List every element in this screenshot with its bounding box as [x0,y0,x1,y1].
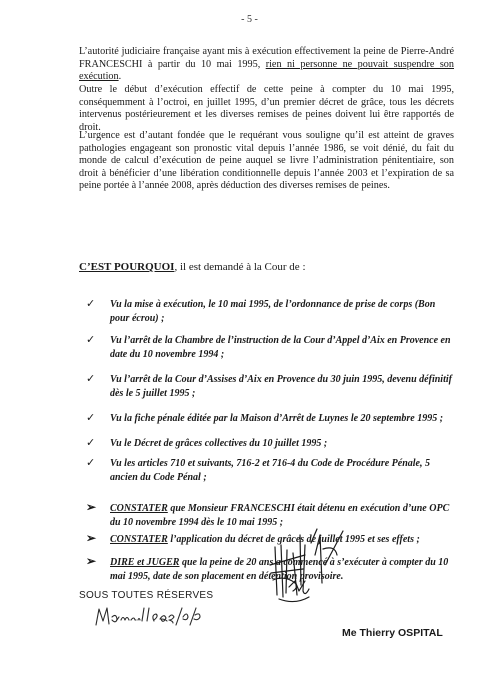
heading-cest-pourquoi [79,261,306,273]
visa-text: Vu la mise à exécution, le 10 mai 1995, de l’ordonnance de prise de corps (Bon pour écrou) ; [110,299,436,324]
arrow-bullet-icon: ➢ [86,500,97,514]
request-body: que Monsieur FRANCESCHI était détenu en exécution d’une OPC du 10 novembre 1994 dès le 10 mai 1995 ; [110,503,450,528]
checkmark-icon: ✓ [86,373,96,385]
visa-item [86,457,456,484]
visa-text: Vu la fiche pénale éditée par la Maison d’Arrêt de Luynes le 20 septembre 1995 ; [110,413,444,424]
handwritten-place-date [94,603,204,631]
visa-item [86,437,456,451]
request-body: l’application du décret de grâces de juillet 1995 et ses effets ; [167,534,420,545]
paragraph-execution-end: . [118,71,122,83]
signer-name: Me Thierry OSPITAL [342,627,443,639]
paragraph-execution [79,46,454,84]
heading-rest: , il est demandé à la Cour de : [174,261,306,273]
paragraph-urgence: L’urgence est d’autant fondée que le requérant vous souligne qu’il est atteint de graves pathologies engageant son pronostic vital depuis l’année 1986, se voit dénié, du fait du monde de calcul d’exécution de peine auquel se livre l’administration pénitentiaire, son droit à bénéficier d’une libération conditionnelle depuis l’année 2003 et l’expiration de sa peine portée à l’année 2008, après déduction des diverses remises de peines. [79,130,454,192]
arrow-bullet-icon: ➢ [86,554,97,568]
closing-formula: SOUS TOUTES RÉSERVES [79,590,214,601]
visa-text: Vu le Décret de grâces collectives du 10 juillet 1995 ; [110,438,328,449]
checkmark-icon: ✓ [86,298,96,310]
visa-text: Vu l’arrêt de la Cour d’Assises d’Aix en Provence du 30 juin 1995, devenu définitif dès le 5 juillet 1995 ; [110,374,452,399]
request-verb: DIRE et JUGER [110,557,180,568]
visa-item [86,334,456,361]
visa-item [86,412,456,426]
paragraph-execution-text: L’autorité judiciaire française ayant mis à exécution effectivement la peine de Pierre-André FRANCESCHI à partir du 10 mai 1995, [79,46,454,70]
arrow-bullet-icon: ➢ [86,531,97,545]
request-body: que la peine de 20 ans a commencé à s’exécuter à compter du 10 mai 1995, date de son placement en détention provisoire. [110,557,449,582]
checkmark-icon: ✓ [86,437,96,449]
heading-bold: C’EST POURQUOI [79,261,175,273]
paragraph-grace: Outre le début d’exécution effectif de cette peine à compter du 10 mai 1995, conséquemment à l’octroi, en juillet 1995, d’un premier décret de grâce, tous les décrets intervenus postérieurement et les diverses remises de peines doivent lui être rapportés de droit. [79,84,454,133]
visa-item [86,373,456,400]
visa-text: Vu les articles 710 et suivants, 716-2 et 716-4 du Code de Procédure Pénale, 5 ancien du Code Pénal ; [110,458,430,483]
request-verb: CONSTATER [110,534,168,545]
request-verb: CONSTATER [110,503,168,514]
page-number: - 5 - [241,14,258,25]
signature-drawing [265,525,350,625]
checkmark-icon: ✓ [86,412,96,424]
checkmark-icon: ✓ [86,457,96,469]
paragraph-execution-underlined: rien ni personne ne pouvait suspendre son exécution [79,58,454,83]
visa-item [86,298,456,325]
visa-text: Vu l’arrêt de la Chambre de l’instruction de la Cour d’Appel d’Aix en Provence en date du 10 novembre 1994 ; [110,335,451,360]
checkmark-icon: ✓ [86,334,96,346]
